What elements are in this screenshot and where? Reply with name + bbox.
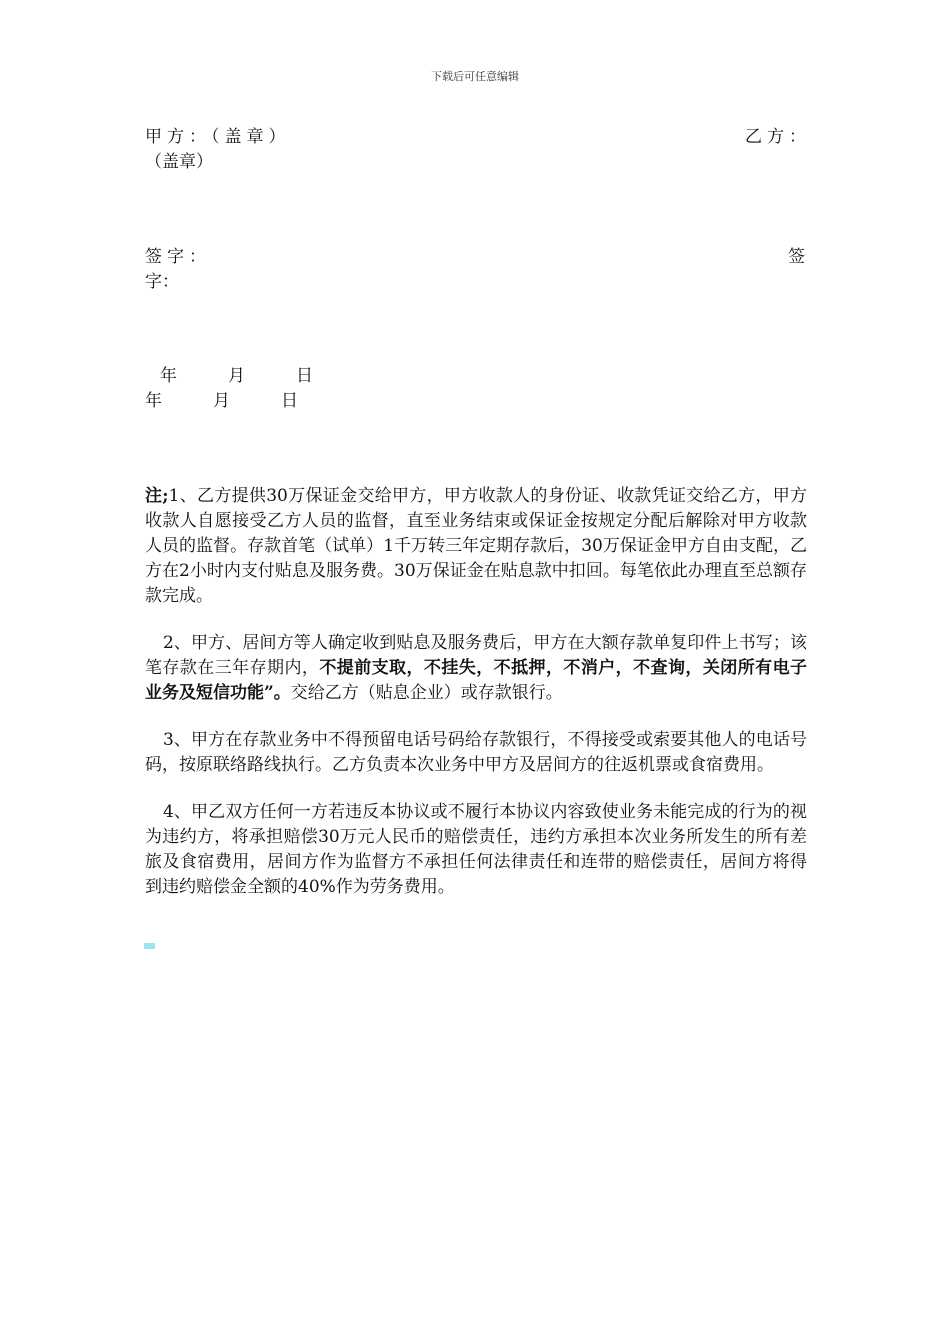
sign-b-part2: 字：	[145, 272, 179, 292]
note-4: 4、甲乙双方任何一方若违反本协议或不履行本协议内容致使业务未能完成的行为的视为违约方，将承担赔偿30万元人民币的赔偿责任，违约方承担本次业务所发生的所有差旅及食宿费用，居间方作为监督方不承担任何法律责任和连带的赔偿责任，居间方将得到违约赔偿金全额的40%作为劳务费用。	[145, 802, 807, 897]
party-a-seal: 甲方：（盖章）	[145, 127, 291, 147]
date-b: 年 月 日	[145, 391, 298, 411]
note-2	[145, 631, 807, 706]
text-cursor-marker	[144, 943, 155, 949]
note-label: 注;	[145, 486, 169, 506]
note-3: 3、甲方在存款业务中不得预留电话号码给存款银行，不得接受或索要其他人的电话号码，按原联络路线执行。乙方负责本次业务中甲方及居间方的往返机票或食宿费用。	[145, 730, 807, 775]
note-1-text: 1、乙方提供30万保证金交给甲方，甲方收款人的身份证、收款凭证交给乙方，甲方收款人自愿接受乙方人员的监督，直至业务结束或保证金按规定分配后解除对甲方收款人员的监督。存款首笔（试单）1千万转三年定期存款后，30万保证金甲方自由支配，乙方在2小时内支付贴息及服务费。30万保证金在贴息款中扣回。每笔依此办理直至总额存款完成。	[145, 486, 808, 606]
note-2-bold: 不提前支取，不挂失，不抵押，不消户，不查询，关闭所有电子业务及短信功能”。	[145, 658, 808, 703]
sign-b-part1: 签	[788, 247, 805, 267]
party-b-label: 乙方：	[745, 127, 811, 147]
date-a: 年 月 日	[160, 366, 313, 386]
notes-section	[145, 484, 807, 922]
note-1	[145, 484, 807, 609]
note-2-text-a: 2、甲方、居间方等人确定收到贴息及服务费后，甲方在大额存款单复印件上书写；该笔存款在三年存期内，	[145, 633, 807, 678]
party-b-seal: （盖章）	[145, 152, 213, 172]
header-note: 下载后可任意编辑	[431, 70, 519, 83]
sign-a: 签字：	[145, 247, 211, 267]
note-2-text-b: 交给乙方（贴息企业）或存款银行。	[290, 683, 563, 703]
